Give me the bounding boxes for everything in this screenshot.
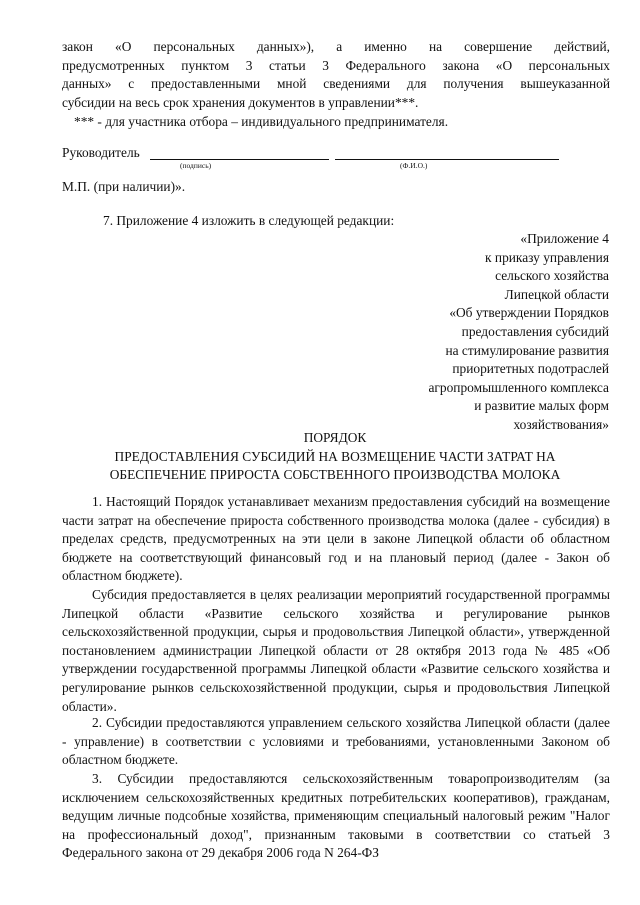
seal-note: М.П. (при наличии)». [62, 179, 186, 194]
annex-line: Липецкой области [504, 286, 609, 302]
annex-line: «Об утверждении Порядков [449, 305, 609, 321]
paragraph-3: 2. Субсидии предоставляются управлением сельского хозяйства Липецкой области (далее - управление) в соответствии с условиями и требованиями, установленными Законом об областном бюджете. [62, 715, 610, 768]
annex-line: на стимулирование развития [445, 342, 609, 358]
name-caption: (Ф.И.О.) [400, 161, 428, 170]
consent-line: предусмотренных пунктом 3 статьи 3 Федерального закона «О персональных [62, 57, 610, 73]
title-line: ПРЕДОСТАВЛЕНИЯ СУБСИДИЙ НА ВОЗМЕЩЕНИЕ ЧАСТИ ЗАТРАТ НА [114, 448, 556, 464]
name-line [335, 159, 559, 160]
consent-line: закон «О персональных данных»), а именно на совершение действий, [62, 39, 610, 54]
document-title [40, 429, 630, 485]
paragraph-4: 3. Субсидии предоставляются сельскохозяйственным товаропроизводителям (за исключением сельскохозяйственных кредитных потребительских кооперативов), гражданам, ведущим личные подсобные хозяйства, применяющим специальный налоговый режим "Налог на профессиональный доход", признанным таковыми в соответствии со статьей 3 Федерального закона от 29 декабря 2006 года N 264-ФЗ [62, 771, 610, 861]
annex-line: приоритетных подотраслей [452, 361, 609, 377]
annex-line: хозяйствования» [513, 416, 609, 432]
annex-header [309, 230, 609, 435]
consent-line: данных» с предоставленными мной сведениями для получения вышеуказанной [62, 76, 610, 92]
footnote: *** - для участника отбора – индивидуального предпринимателя. [74, 114, 449, 129]
annex-line: сельского хозяйства [495, 268, 609, 284]
consent-line: субсидии на весь срок хранения документов в управлении***. [62, 94, 419, 110]
consent-text [62, 38, 610, 112]
amendment-text: 7. Приложение 4 изложить в следующей редакции: [103, 213, 395, 228]
paragraph-2: Субсидия предоставляется в целях реализации мероприятий государственной программы Липецкой области «Развитие сельского хозяйства и регулирование рынков сельскохозяйственной продукции, сырья и продовольствия Липецкой области», утвержденной постановлением администрации Липецкой области от 28 октября 2013 года № 485 «Об утверждении государственной программы Липецкой области «Развитие сельского хозяйства и регулирование рынков сельскохозяйственной продукции, сырья и продовольствия Липецкой области». [62, 587, 610, 714]
annex-line: «Приложение 4 [520, 231, 609, 246]
annex-line: к приказу управления [485, 249, 609, 265]
signature-label: Руководитель [62, 145, 140, 160]
signature-block [62, 144, 610, 176]
signature-line [150, 159, 329, 160]
annex-line: агропромышленного комплекса [428, 379, 609, 395]
title-line: ПОРЯДОК [303, 430, 367, 445]
annex-line: и развитие малых форм [474, 398, 609, 414]
annex-line: предоставления субсидий [461, 323, 609, 339]
signature-caption: (подпись) [180, 161, 212, 170]
paragraph-1: 1. Настоящий Порядок устанавливает механизм предоставления субсидий на возмещение части затрат на обеспечение прироста собственного производства молока (далее - субсидия) в пределах средств, предусмотренных на эти цели в законе Липецкой области об областном бюджете на соответствующий финансовый год и на плановый период (далее - Закон об областном бюджете). [62, 494, 610, 584]
title-line: ОБЕСПЕЧЕНИЕ ПРИРОСТА СОБСТВЕННОГО ПРОИЗВОДСТВА МОЛОКА [109, 467, 561, 483]
